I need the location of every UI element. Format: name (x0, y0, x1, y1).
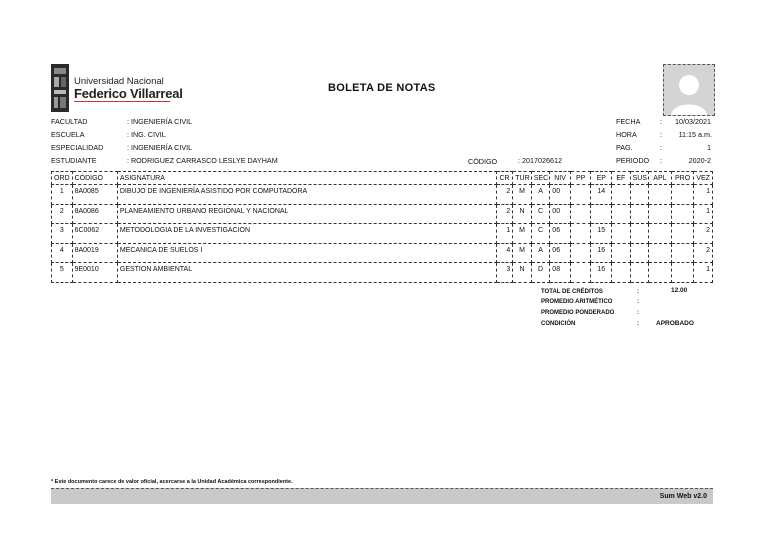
cell-ord: 1 (52, 185, 73, 205)
cell-niv: 06 (550, 224, 571, 244)
promedio-aritmetico-label: PROMEDIO ARITMÉTICO (541, 299, 613, 305)
cell-niv: 00 (550, 204, 571, 224)
cell-ord: 2 (52, 204, 73, 224)
col-header: TUR (513, 172, 532, 185)
university-logo-icon (51, 64, 69, 112)
cell-pp (570, 224, 591, 244)
cell-pp (570, 204, 591, 224)
cell-apl (649, 204, 672, 224)
cell-niv: 06 (550, 243, 571, 263)
col-header: EP (591, 172, 612, 185)
cell-sus (630, 185, 649, 205)
pag-label: PAG. (616, 143, 633, 152)
hora-colon: : (660, 130, 662, 139)
condicion-label: CONDICIÓN (541, 321, 576, 327)
cell-pro (671, 243, 694, 263)
total-creditos-label: TOTAL DE CRÉDITOS (541, 289, 603, 295)
table-row (52, 243, 713, 263)
condicion-colon: : (637, 321, 639, 327)
promedio-ponderado-colon: : (637, 310, 639, 316)
cell-sec: A (531, 243, 550, 263)
cell-asignatura: GESTION AMBIENTAL (117, 263, 496, 283)
col-header: NIV (550, 172, 571, 185)
col-header: PP (570, 172, 591, 185)
cell-pro (671, 263, 694, 283)
condicion-value: APROBADO (656, 320, 694, 327)
table-row (52, 263, 713, 283)
col-header: PRO (671, 172, 694, 185)
cell-ord: 5 (52, 263, 73, 283)
col-header: SEC (531, 172, 550, 185)
table-header-row (52, 172, 713, 185)
promedio-ponderado-label: PROMEDIO PONDERADO (541, 310, 615, 316)
disclaimer-note: * Este documento carece de valor oficial, acercarse a la Unidad Académica correspondiente. (51, 479, 293, 485)
cell-pp (570, 263, 591, 283)
col-header: ORD (52, 172, 73, 185)
cell-codigo: 8A0019 (72, 243, 117, 263)
hora-label: HORA (616, 130, 637, 139)
avatar-placeholder-icon (664, 65, 714, 115)
cell-niv: 00 (550, 185, 571, 205)
cell-cr: 2 (496, 204, 512, 224)
cell-tur: M (513, 243, 532, 263)
cell-ep (591, 204, 612, 224)
fecha-label: FECHA (616, 117, 641, 126)
periodo-value: 2020-2 (688, 156, 711, 165)
cell-pp (570, 185, 591, 205)
total-creditos-value: 12.00 (671, 287, 688, 294)
cell-apl (649, 185, 672, 205)
cell-niv: 08 (550, 263, 571, 283)
cell-pp (570, 243, 591, 263)
col-header: ASIGNATURA (117, 172, 496, 185)
facultad-value: : INGENIERÍA CIVIL (127, 117, 193, 126)
cell-cr: 4 (496, 243, 512, 263)
cell-cr: 2 (496, 185, 512, 205)
cell-ef (612, 263, 631, 283)
cell-ef (612, 224, 631, 244)
fecha-colon: : (660, 117, 662, 126)
codigo-label: CÓDIGO (468, 157, 498, 166)
cell-codigo: 6C0062 (72, 224, 117, 244)
table-row (52, 204, 713, 224)
hora-value: 11:15 a.m. (678, 130, 712, 139)
cell-vez: 2 (694, 224, 713, 244)
cell-apl (649, 263, 672, 283)
col-header: CR (496, 172, 512, 185)
promedio-aritmetico-colon: : (637, 299, 639, 305)
cell-vez: 1 (694, 263, 713, 283)
table-row (52, 224, 713, 244)
cell-asignatura: METODOLOGIA DE LA INVESTIGACION (117, 224, 496, 244)
col-header: EF (612, 172, 631, 185)
cell-ep: 16 (591, 243, 612, 263)
cell-apl (649, 243, 672, 263)
cell-cr: 3 (496, 263, 512, 283)
cell-codigo: 8A0086 (72, 204, 117, 224)
cell-ef (612, 185, 631, 205)
cell-sec: D (531, 263, 550, 283)
periodo-label: PERIODO (616, 156, 650, 165)
pag-colon: : (660, 143, 662, 152)
cell-ep: 14 (591, 185, 612, 205)
cell-asignatura: DIBUJO DE INGENIERÍA ASISTIDO POR COMPUTADORA (117, 185, 496, 205)
logo-underline (74, 101, 170, 102)
cell-codigo: 8A0085 (72, 185, 117, 205)
escuela-value: : ING. CIVIL (127, 130, 166, 139)
codigo-value: : 2017026612 (518, 156, 562, 165)
col-header: SUS (630, 172, 649, 185)
especialidad-value: : INGENIERÍA CIVIL (127, 143, 193, 152)
cell-ef (612, 243, 631, 263)
cell-pro (671, 224, 694, 244)
cell-sus (630, 204, 649, 224)
cell-tur: M (513, 224, 532, 244)
cell-tur: N (513, 263, 532, 283)
cell-asignatura: PLANEAMIENTO URBANO REGIONAL Y NACIONAL (117, 204, 496, 224)
grades-table (51, 171, 713, 283)
cell-tur: M (513, 185, 532, 205)
university-name-line1: Universidad Nacional (74, 76, 164, 87)
pag-value: 1 (707, 143, 711, 152)
cell-ord: 4 (52, 243, 73, 263)
table-row (52, 185, 713, 205)
cell-sus (630, 243, 649, 263)
version-label: Sum Web v2.0 (659, 493, 707, 500)
col-header: APL (649, 172, 672, 185)
university-name-line2: Federico Villarreal (74, 86, 183, 101)
cell-ef (612, 204, 631, 224)
cell-sec: C (531, 204, 550, 224)
estudiante-value: : RODRIGUEZ CARRASCO LESLYE DAYHAM (127, 156, 278, 165)
cell-sec: C (531, 224, 550, 244)
especialidad-label: ESPECIALIDAD (51, 143, 104, 152)
footer-bar (51, 488, 713, 504)
cell-sus (630, 224, 649, 244)
cell-asignatura: MECANICA DE SUELOS I (117, 243, 496, 263)
cell-sus (630, 263, 649, 283)
cell-codigo: 9E0010 (72, 263, 117, 283)
fecha-value: 10/03/2021 (675, 117, 711, 126)
document-title: BOLETA DE NOTAS (328, 82, 436, 94)
col-header: CÓDIGO (72, 172, 117, 185)
cell-pro (671, 204, 694, 224)
cell-ord: 3 (52, 224, 73, 244)
escuela-label: ESCUELA (51, 130, 85, 139)
cell-vez: 1 (694, 204, 713, 224)
facultad-label: FACULTAD (51, 117, 88, 126)
student-photo (663, 64, 715, 116)
cell-sec: A (531, 185, 550, 205)
cell-apl (649, 224, 672, 244)
cell-cr: 1 (496, 224, 512, 244)
cell-ep: 16 (591, 263, 612, 283)
estudiante-label: ESTUDIANTE (51, 156, 97, 165)
total-creditos-colon: : (637, 289, 639, 295)
cell-pro (671, 185, 694, 205)
cell-vez: 2 (694, 243, 713, 263)
cell-tur: N (513, 204, 532, 224)
periodo-colon: : (660, 156, 662, 165)
cell-ep: 15 (591, 224, 612, 244)
cell-vez: 1 (694, 185, 713, 205)
col-header: VEZ (694, 172, 713, 185)
